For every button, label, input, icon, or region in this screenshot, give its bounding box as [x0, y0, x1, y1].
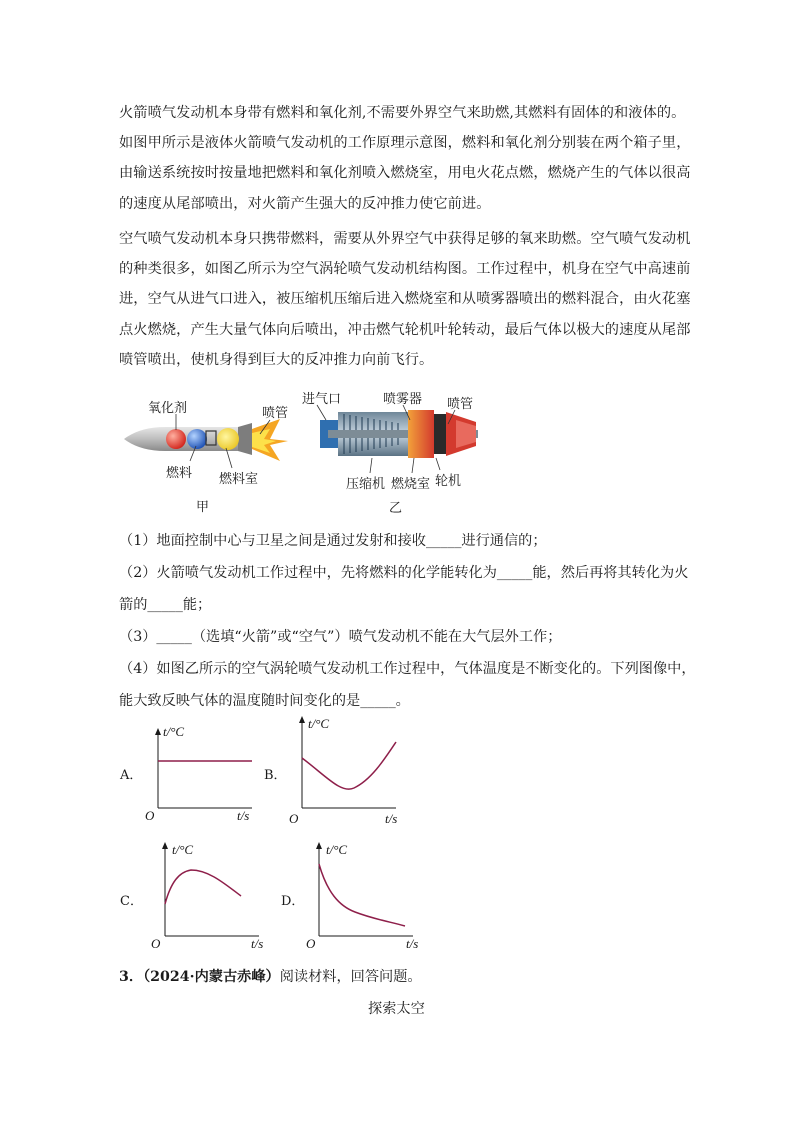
text-line: 的种类很多，如图乙所示为空气涡轮喷气发动机结构图。工作过程中，机身在空气中高速前 [119, 261, 691, 278]
section-title: 探索太空 [368, 1001, 425, 1017]
label-chamber: 燃料室 [219, 472, 259, 487]
caption-yi: 乙 [389, 501, 403, 516]
graph-d-origin: O [306, 936, 316, 951]
option-b-letter: B． [264, 768, 287, 783]
option-a-letter: A． [120, 768, 143, 783]
question-3-source: （2024·内蒙古赤峰） [143, 969, 280, 985]
text-line: 点火燃烧，产生大量气体向后喷出，冲击燃气轮机叶轮转动，最后气体以极大的速度从尾部 [119, 321, 691, 338]
question-2-line2: 箭的_____能； [119, 597, 212, 613]
text-line: 由输送系统按时按量地把燃料和氧化剂喷入燃烧室，用电火花点燃，燃烧产生的气体以很高 [119, 165, 691, 182]
label-turbine: 轮机 [435, 474, 462, 489]
label-nozzle: 喷管 [262, 406, 289, 421]
question-2-line1: （2）火箭喷气发动机工作过程中，先将燃料的化学能转化为_____能，然后再将其转化为火 [119, 565, 689, 581]
label-combustor: 燃烧室 [391, 477, 431, 492]
caption-jia: 甲 [196, 500, 210, 515]
graph-c-xlabel: t/s [251, 936, 264, 951]
label-nozzle-yi: 喷管 [447, 397, 474, 412]
option-c-letter: C． [120, 894, 143, 909]
graph-c-origin: O [151, 936, 161, 951]
graph-b-ylabel: t/°C [308, 716, 330, 731]
graph-c-ylabel: t/°C [172, 842, 194, 857]
label-sprayer: 喷雾器 [383, 392, 423, 407]
graph-a-origin: O [145, 808, 155, 823]
label-compressor: 压缩机 [346, 477, 386, 492]
graph-b-origin: O [289, 811, 299, 826]
text-line: 喷管喷出，使机身得到巨大的反冲推力向前飞行。 [119, 351, 434, 368]
question-1: （1）地面控制中心与卫星之间是通过发射和接收_____进行通信的； [119, 533, 547, 549]
graph-a-xlabel: t/s [237, 808, 250, 823]
question-3: （3）_____（选填“火箭”或“空气”）喷气发动机不能在大气层外工作； [119, 629, 562, 645]
graph-a-ylabel: t/°C [163, 724, 185, 739]
graph-c-curve [165, 870, 241, 904]
option-d-letter: D． [281, 894, 305, 909]
question-3-heading [119, 966, 422, 986]
text-line: 空气喷气发动机本身只携带燃料，需要从外界空气中获得足够的氧来助燃。空气喷气发动机 [119, 231, 691, 247]
graph-d-xlabel: t/s [406, 936, 419, 951]
question-4-line1: （4）如图乙所示的空气涡轮喷气发动机工作过程中，气体温度是不断变化的。下列图像中， [119, 661, 696, 677]
question-3-text: 阅读材料，回答问题。 [279, 969, 422, 985]
graph-d-curve [319, 864, 405, 926]
label-inlet: 进气口 [302, 392, 342, 407]
question-3-number: 3． [119, 969, 144, 985]
graph-a [152, 728, 262, 812]
text-line: 的速度从尾部喷出，对火箭产生强大的反冲推力使它前进。 [119, 195, 491, 212]
graph-b-xlabel: t/s [385, 811, 398, 826]
graph-b-curve [302, 742, 396, 789]
text-line: 如图甲所示是液体火箭喷气发动机的工作原理示意图，燃料和氧化剂分别装在两个箱子里， [119, 135, 691, 152]
label-oxidizer: 氧化剂 [148, 401, 188, 416]
question-4-line2: 能大致反映气体的温度随时间变化的是_____。 [119, 693, 410, 709]
label-fuel: 燃料 [166, 466, 193, 481]
text-line: 进，空气从进气口进入，被压缩机压缩后进入燃烧室和从喷雾器喷出的燃料混合，由火花塞 [119, 291, 691, 308]
graph-d-ylabel: t/°C [326, 842, 348, 857]
text-line: 火箭喷气发动机本身带有燃料和氧化剂,不需要外界空气来助燃,其燃料有固体的和液体的。 [119, 105, 686, 121]
